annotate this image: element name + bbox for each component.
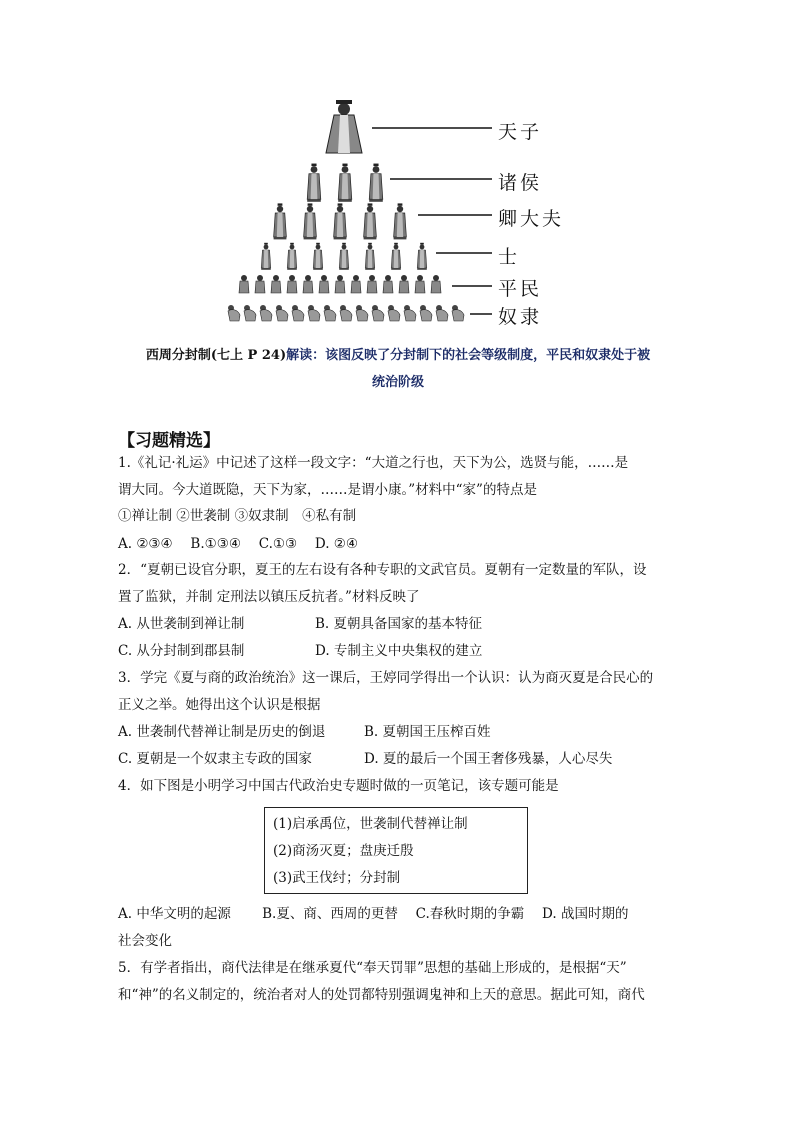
ministers-row bbox=[274, 203, 407, 239]
social-hierarchy-figure bbox=[222, 95, 567, 330]
level-label-lords: 诸侯 bbox=[498, 172, 543, 194]
level-label-shi: 士 bbox=[498, 246, 521, 268]
lords-row bbox=[307, 164, 383, 202]
commoners-row bbox=[239, 275, 441, 293]
emperor-figure bbox=[326, 100, 362, 153]
q5-line1: 5．有学者指出，商代法律是在继承夏代“奉天罚罪”思想的基础上形成的，是根据“天” bbox=[118, 960, 627, 976]
q1-line2: 谓大同。今大道既隐，天下为家，……是谓小康。”材料中“家”的特点是 bbox=[118, 482, 537, 498]
q1-line1: 1.《礼记·礼运》中记述了这样一段文字：“大道之行也，天下为公，选贤与能，……是 bbox=[118, 455, 629, 471]
q2-line2: 置了监狱，并制 定刑法以镇压反抗者。”材料反映了 bbox=[118, 589, 420, 605]
q2-option-b: B. 夏朝具备国家的基本特征 bbox=[315, 616, 483, 632]
q3-option-c: C. 夏朝是一个奴隶主专政的国家 bbox=[118, 751, 312, 767]
q2-options-row2 bbox=[118, 641, 678, 661]
q2-line1: 2．“夏朝已设官分职，夏王的左右设有各种专职的文武官员。夏朝有一定数量的军队，设 bbox=[118, 562, 647, 578]
note-row-3: (3)武王伐纣；分封制 bbox=[273, 870, 401, 886]
slaves-row bbox=[228, 305, 464, 321]
note-row-2: (2)商汤灭夏；盘庚迁殷 bbox=[273, 843, 414, 859]
q3-line1: 3．学完《夏与商的政治统治》这一课后，王婷同学得出一个认识：认为商灭夏是合民心的 bbox=[118, 670, 654, 686]
figure-caption-reading-2: 统治阶级 bbox=[371, 375, 424, 390]
q3-options-row1 bbox=[118, 722, 678, 742]
q5-line2: 和“神”的名义制定的，统治者对人的处罚都特别强调鬼神和上天的意思。据此可知，商代 bbox=[118, 987, 645, 1003]
q2-option-c: C. 从分封制到郡县制 bbox=[118, 643, 245, 659]
q2-options-row1 bbox=[118, 614, 678, 634]
figure-caption-title: 西周分封制(七上 P 24) bbox=[145, 348, 287, 363]
note-row-1: (1)启承禹位，世袭制代替禅让制 bbox=[273, 816, 468, 832]
q4-options: A. 中华文明的起源 B.夏、商、西周的更替 C.春秋时期的争霸 D. 战国时期的 bbox=[118, 906, 629, 922]
figure-caption-line1 bbox=[118, 343, 678, 369]
figure-caption-line2 bbox=[118, 370, 678, 396]
level-label-commoners: 平民 bbox=[498, 278, 543, 300]
q4-line1: 4．如下图是小明学习中国古代政治史专题时做的一页笔记，该专题可能是 bbox=[118, 778, 559, 794]
q3-line2: 正义之举。她得出这个认识是根据 bbox=[118, 697, 321, 713]
shi-row bbox=[261, 243, 427, 270]
q3-option-d: D. 夏的最后一个国王奢侈残暴，人心尽失 bbox=[364, 751, 613, 767]
q1-options: A. ②③④ B.①③④ C.①③ D. ②④ bbox=[118, 536, 359, 552]
q3-options-row2 bbox=[118, 749, 678, 769]
figure-caption-reading: 解读：该图反映了分封制下的社会等级制度，平民和奴隶处于被 bbox=[286, 348, 651, 363]
q2-option-a: A. 从世袭制到禅让制 bbox=[118, 616, 245, 632]
study-note-box bbox=[264, 807, 528, 894]
section-title: 【习题精选】 bbox=[118, 431, 220, 451]
q3-option-a: A. 世袭制代替禅让制是历史的倒退 bbox=[118, 724, 326, 740]
level-label-emperor: 天子 bbox=[498, 121, 543, 143]
q4-options-cont: 社会变化 bbox=[118, 933, 172, 949]
level-label-slaves: 奴隶 bbox=[498, 306, 543, 328]
q3-option-b: B. 夏朝国王压榨百姓 bbox=[364, 724, 491, 740]
q2-option-d: D. 专制主义中央集权的建立 bbox=[315, 643, 483, 659]
q1-items: ①禅让制 ②世袭制 ③奴隶制 ④私有制 bbox=[118, 508, 357, 524]
level-label-ministers: 卿大夫 bbox=[498, 208, 565, 230]
